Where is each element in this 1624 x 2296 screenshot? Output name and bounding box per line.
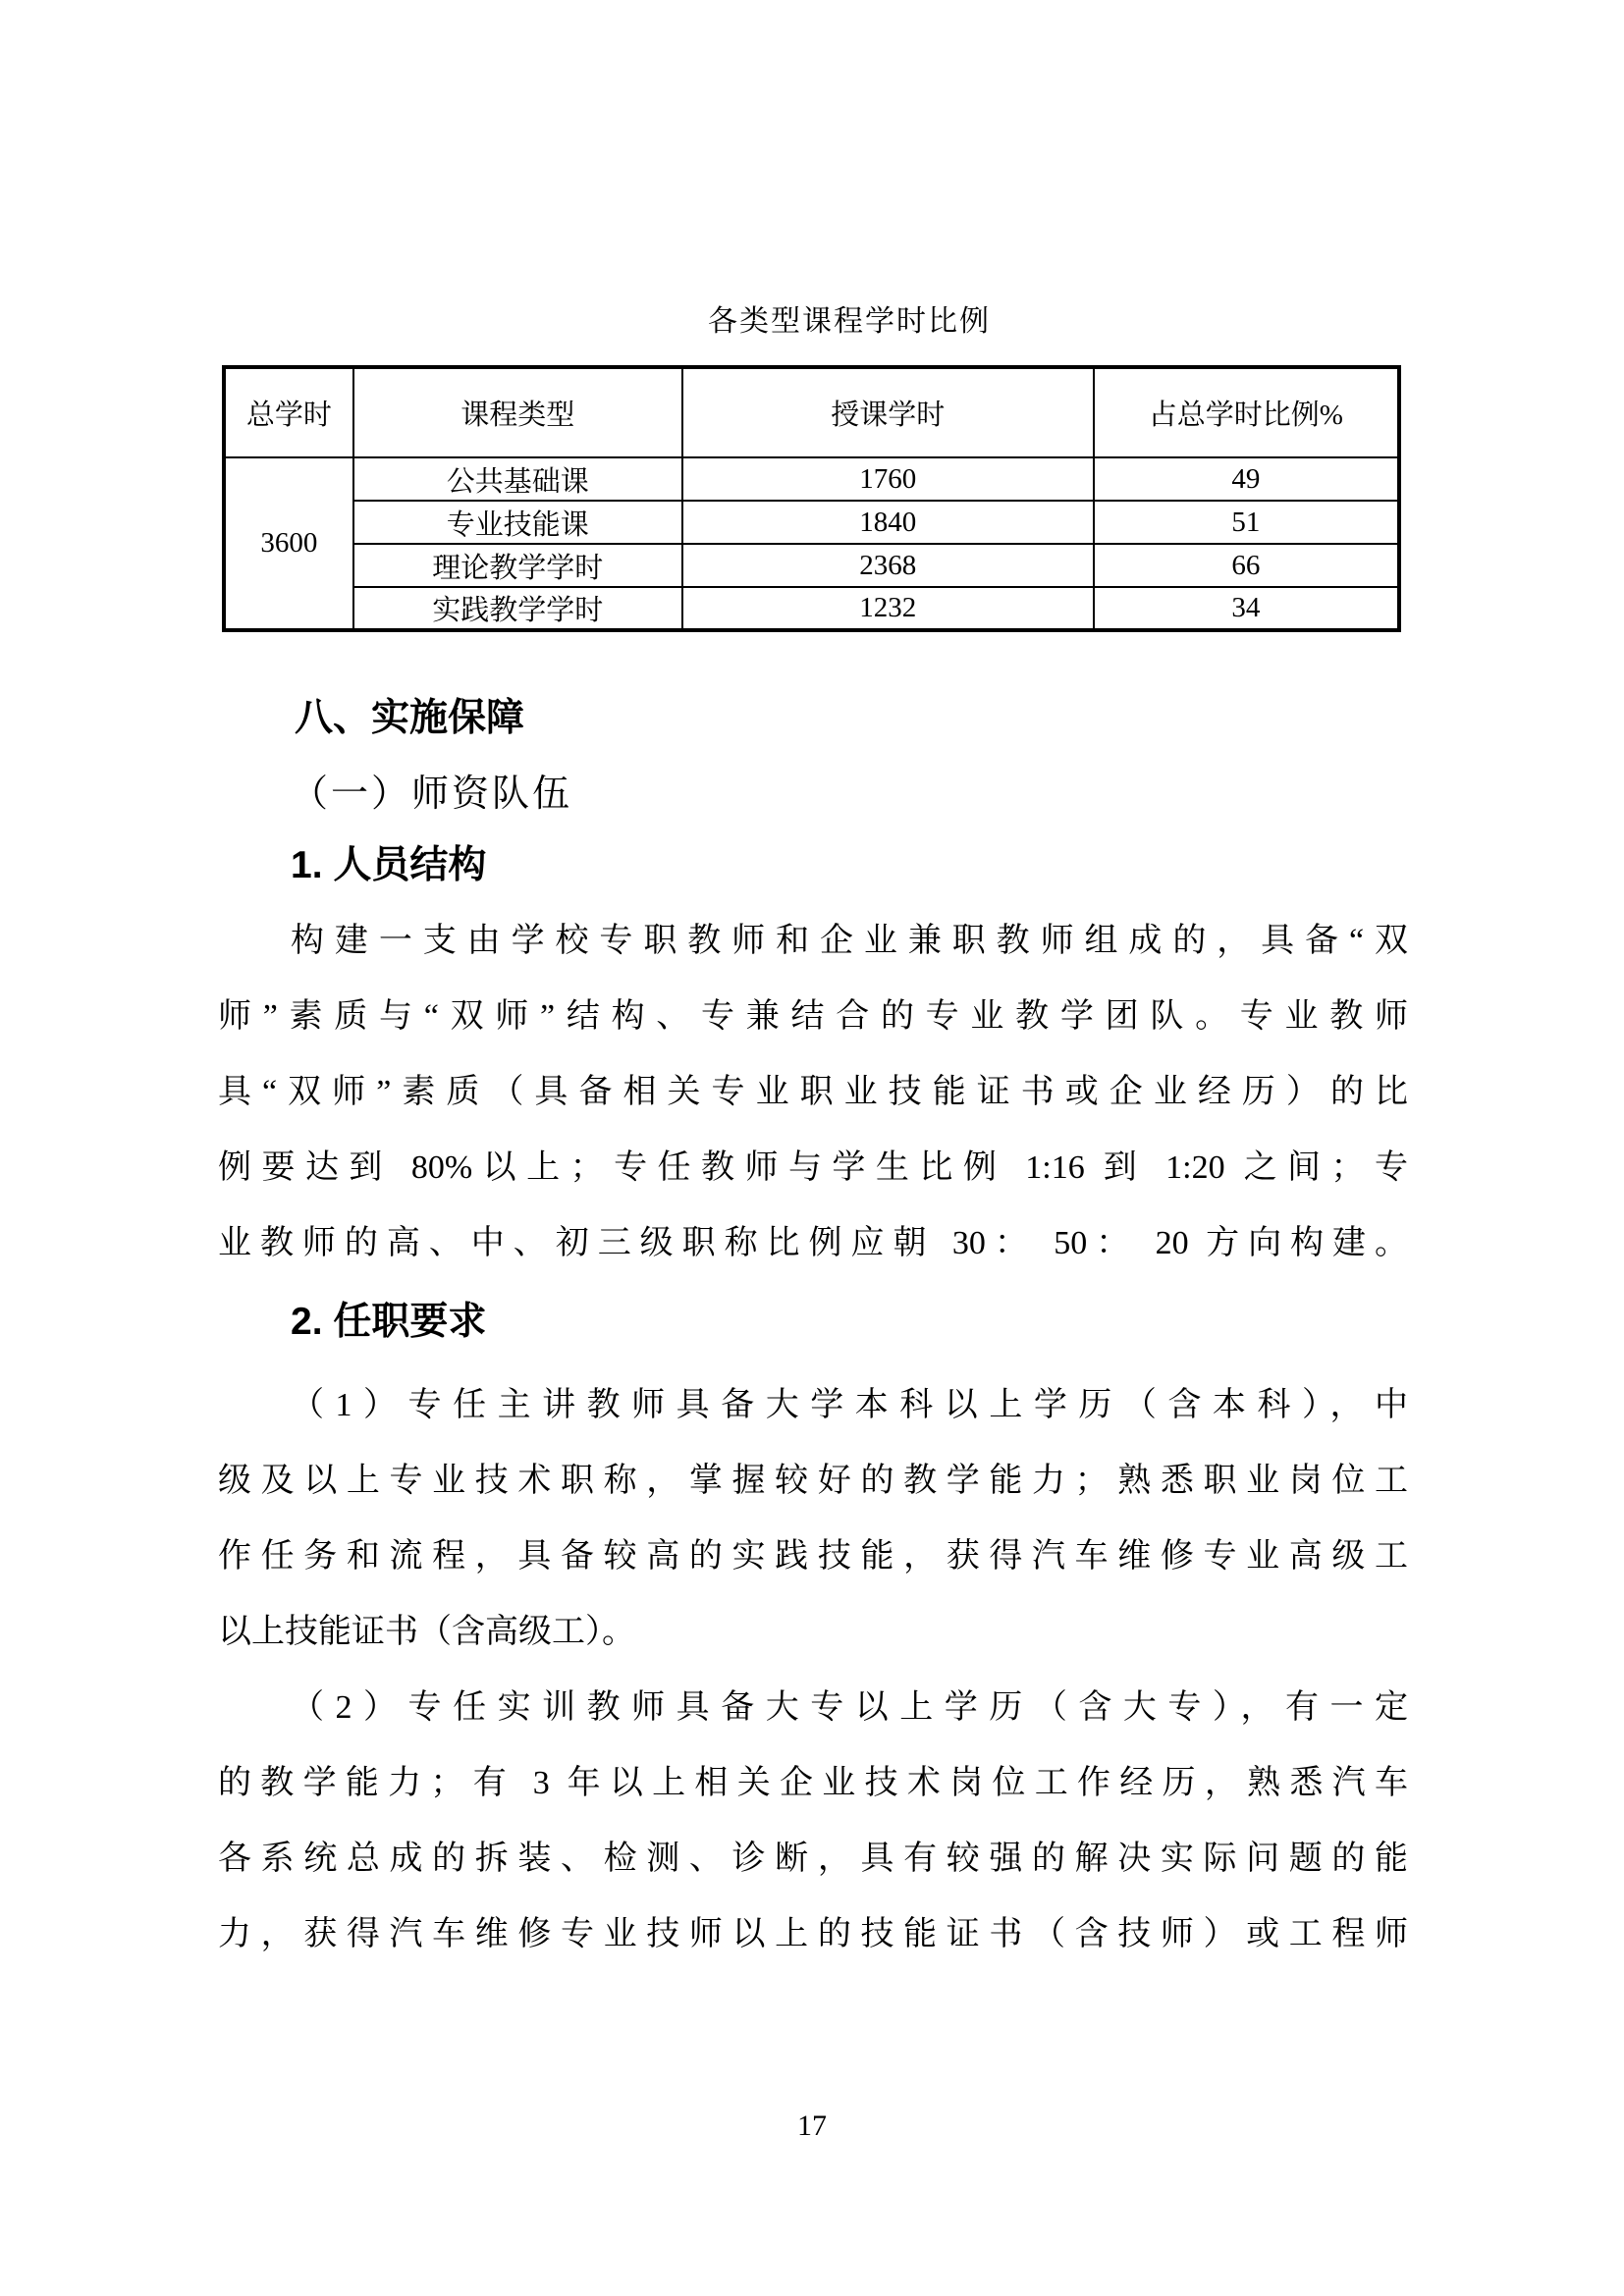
- paragraph-line: 的教学能力；有 3 年以上相关企业技术岗位工作经历，熟悉汽车: [218, 1765, 1408, 1801]
- course-hours-table: [222, 365, 1401, 632]
- table-cell-hours: 1840: [682, 501, 1094, 544]
- paragraph-requirement-2: [218, 1670, 1408, 1972]
- heading-section-8-implementation-guarantee: 八、实施保障: [295, 697, 525, 739]
- table-cell-type: 专业技能课: [353, 501, 682, 544]
- table-cell-hours: 1760: [682, 457, 1094, 501]
- table-cell-percent: 49: [1094, 457, 1399, 501]
- table-row: [224, 544, 1399, 587]
- paragraph-personnel-structure: [218, 903, 1408, 1281]
- table-header-cell: 总学时: [224, 367, 353, 457]
- paragraph-line: 作任务和流程，具备较高的实践技能，获得汽车维修专业高级工: [218, 1538, 1408, 1575]
- paragraph-line: 力，获得汽车维修专业技师以上的技能证书（含技师）或工程师: [218, 1916, 1408, 1952]
- paragraph-line: 以上技能证书（含高级工）。: [218, 1614, 635, 1650]
- table-cell-percent: 34: [1094, 587, 1399, 630]
- heading-item-personnel-structure: 1. 人员结构: [291, 844, 487, 886]
- total-hours-cell: 3600: [224, 457, 353, 630]
- table-row: [224, 501, 1399, 544]
- table-cell-hours: 1232: [682, 587, 1094, 630]
- paragraph-line: 各系统总成的拆装、检测、诊断，具有较强的解决实际问题的能: [218, 1841, 1408, 1877]
- paragraph-line: 师”素质与“双师”结构、专兼结合的专业教学团队。专业教师: [218, 998, 1408, 1035]
- table-header-row: [224, 367, 1399, 457]
- table-title: 各类型课程学时比例: [708, 305, 991, 338]
- table-header-cell: 授课学时: [682, 367, 1094, 457]
- table-cell-percent: 66: [1094, 544, 1399, 587]
- paragraph-requirement-1: [218, 1367, 1408, 1670]
- table-row: [224, 587, 1399, 630]
- table-cell-type: 理论教学学时: [353, 544, 682, 587]
- paragraph-line: 例要达到 80%以上；专任教师与学生比例 1:16 到 1:20 之间；专: [218, 1149, 1408, 1186]
- heading-subsection-faculty-team: （一）师资队伍: [291, 774, 573, 815]
- table-row: [224, 457, 1399, 501]
- paragraph-line: （1）专任主讲教师具备大学本科以上学历（含本科），中: [291, 1387, 1408, 1423]
- paragraph-line: 具“双师”素质（具备相关专业职业技能证书或企业经历）的比: [218, 1074, 1408, 1110]
- table-cell-type: 公共基础课: [353, 457, 682, 501]
- table-cell-type: 实践教学学时: [353, 587, 682, 630]
- paragraph-line: （2）专任实训教师具备大专以上学历（含大专），有一定: [291, 1689, 1408, 1726]
- table-header-cell: 占总学时比例%: [1094, 367, 1399, 457]
- paragraph-line: 构建一支由学校专职教师和企业兼职教师组成的，具备“双: [291, 923, 1408, 959]
- paragraph-line: 级及以上专业技术职称，掌握较好的教学能力；熟悉职业岗位工: [218, 1463, 1408, 1499]
- table-cell-hours: 2368: [682, 544, 1094, 587]
- page-number: 17: [797, 2109, 827, 2142]
- table-header-cell: 课程类型: [353, 367, 682, 457]
- table-cell-percent: 51: [1094, 501, 1399, 544]
- paragraph-line: 业教师的高、中、初三级职称比例应朝 30： 50： 20 方向构建。: [218, 1225, 1408, 1261]
- heading-item-job-requirements: 2. 任职要求: [291, 1301, 487, 1343]
